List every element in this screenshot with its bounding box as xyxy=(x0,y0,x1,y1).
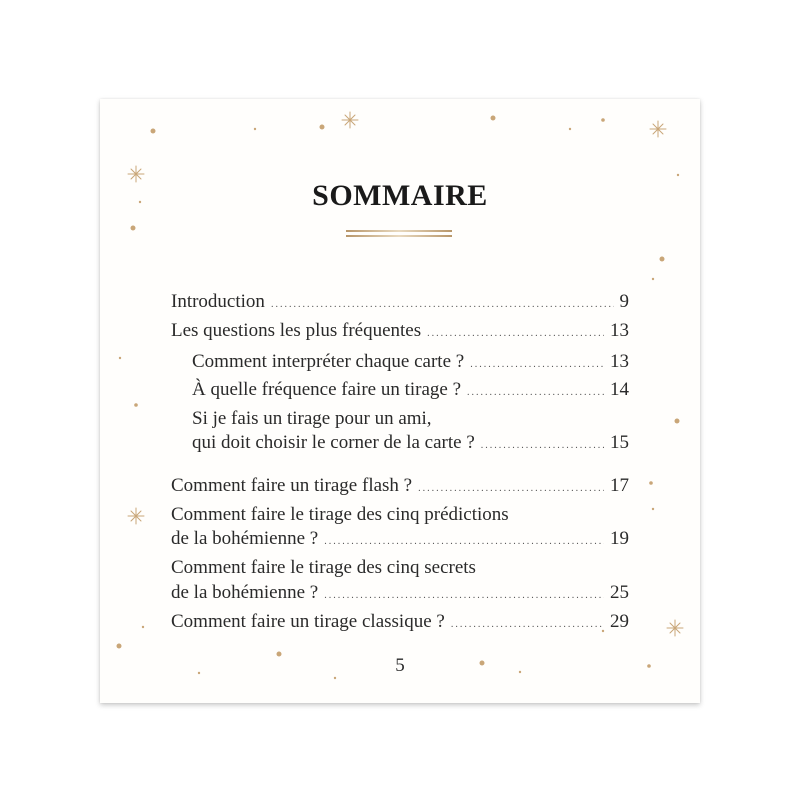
leader-dots xyxy=(427,323,604,345)
toc-entry-flash[interactable]: Comment faire un tirage flash ? ..... 17 xyxy=(171,475,629,497)
toc-entry-frequence[interactable]: À quelle fréquence faire un tirage ? ..... 14 xyxy=(192,379,629,401)
toc-entry-secrets[interactable]: de la bohémienne ? ..... 25 xyxy=(171,582,629,604)
toc-entry-ami[interactable]: qui doit choisir le corner de la carte ? ..... 15 xyxy=(192,432,629,454)
toc-entry-interpreter[interactable]: Comment interpréter chaque carte ? ..... 13 xyxy=(192,351,629,373)
toc-entry-questions[interactable]: Les questions les plus fréquentes ..... 13 xyxy=(171,320,629,342)
leader-dots xyxy=(467,382,604,404)
book-page xyxy=(100,99,700,703)
toc-entry-classique[interactable]: Comment faire un tirage classique ? ..... 29 xyxy=(171,611,629,633)
toc-entry-predictions-line1[interactable]: Comment faire le tirage des cinq prédictions xyxy=(171,504,509,525)
leader-dots xyxy=(451,614,604,636)
toc-entry-introduction[interactable]: Introduction ..... 9 xyxy=(171,291,629,313)
toc-entry-secrets-line1[interactable]: Comment faire le tirage des cinq secrets xyxy=(171,557,476,578)
leader-dots xyxy=(470,354,604,376)
toc-entry-ami-line1[interactable]: Si je fais un tirage pour un ami, xyxy=(192,408,432,429)
page-title: SOMMAIRE xyxy=(312,179,488,212)
table-of-contents xyxy=(100,99,700,703)
page-number: 5 xyxy=(395,655,405,676)
leader-dots xyxy=(324,531,604,553)
leader-dots xyxy=(271,294,614,316)
leader-dots xyxy=(418,478,604,500)
leader-dots xyxy=(324,585,604,607)
toc-entry-predictions[interactable]: de la bohémienne ? ..... 19 xyxy=(171,528,629,550)
leader-dots xyxy=(481,435,604,457)
